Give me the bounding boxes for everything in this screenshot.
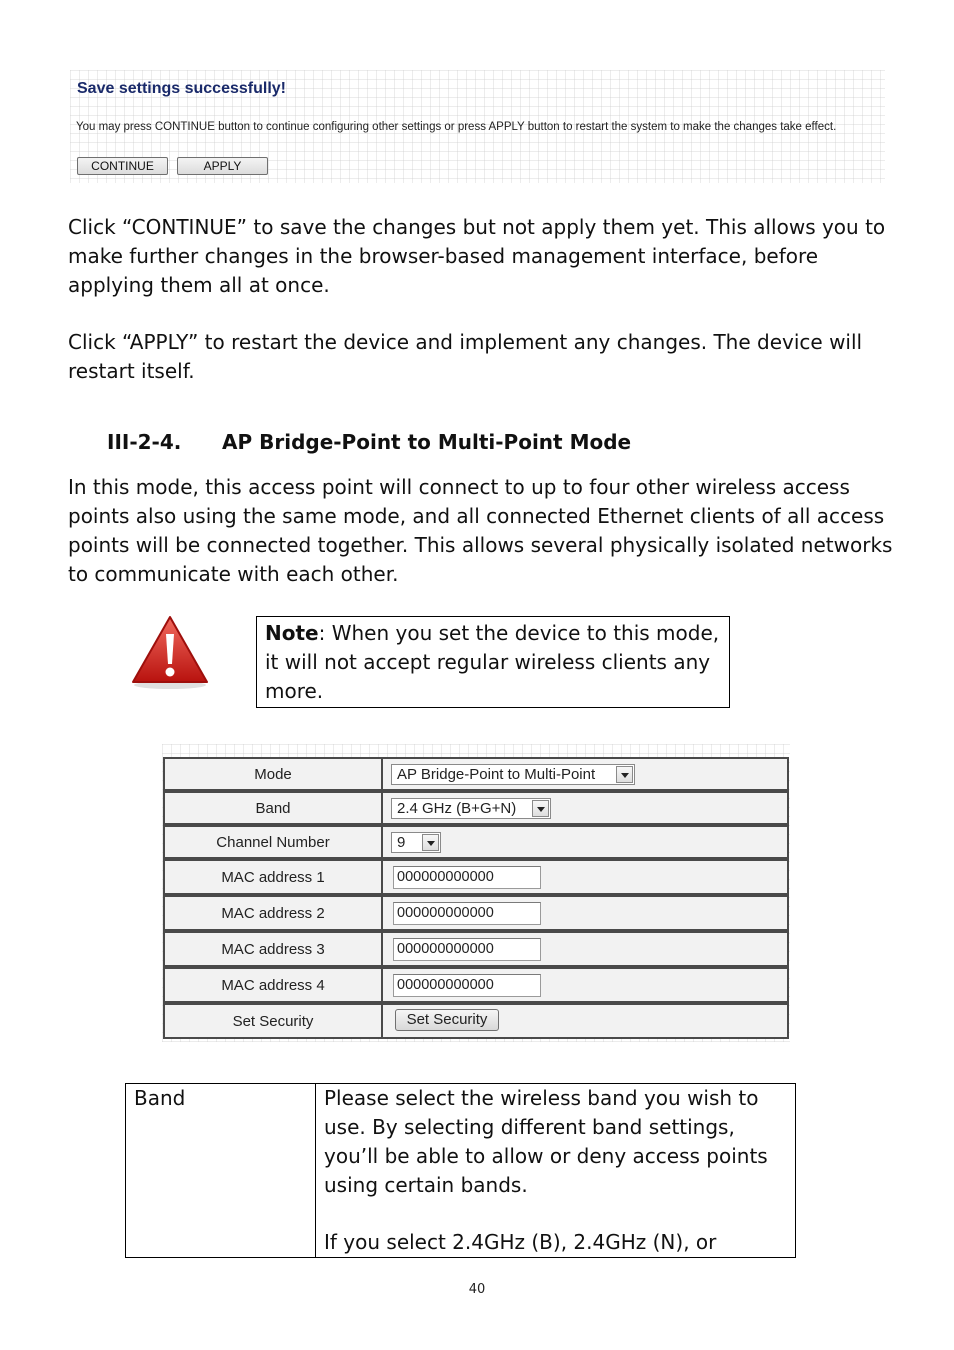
form-row-band bbox=[163, 791, 789, 825]
band-select-value: 2.4 GHz (B+G+N) bbox=[397, 800, 517, 817]
page-number: 40 bbox=[468, 1282, 486, 1297]
band-label: Band bbox=[165, 793, 383, 823]
chevron-down-icon bbox=[616, 766, 633, 783]
desc-term: Band bbox=[126, 1084, 316, 1257]
save-message: You may press CONTINUE button to continue configuring other settings or press APPLY button to restart the system to make the changes take effect. bbox=[76, 121, 837, 133]
note-box bbox=[256, 616, 730, 708]
continue-button[interactable]: CONTINUE bbox=[77, 157, 168, 175]
section-number: III-2-4. bbox=[107, 430, 182, 454]
mac1-label: MAC address 1 bbox=[165, 861, 383, 893]
form-row-mode bbox=[163, 757, 789, 791]
form-row-mac2 bbox=[163, 895, 789, 931]
mac3-label: MAC address 3 bbox=[165, 933, 383, 965]
apply-paragraph: Click “APPLY” to restart the device and implement any changes. The device will restart itself. bbox=[68, 330, 863, 383]
mode-label: Mode bbox=[165, 759, 383, 789]
channel-label: Channel Number bbox=[165, 827, 383, 857]
form-row-mac3 bbox=[163, 931, 789, 967]
mac4-input[interactable]: 000000000000 bbox=[393, 974, 541, 997]
apply-button[interactable]: APPLY bbox=[177, 157, 268, 175]
mac4-label: MAC address 4 bbox=[165, 969, 383, 1001]
channel-select[interactable] bbox=[391, 832, 441, 853]
note-text: : When you set the device to this mode, it will not accept regular wireless clients any more. bbox=[265, 621, 720, 703]
desc-text-2: If you select 2.4GHz (B), 2.4GHz (N), or bbox=[324, 1230, 717, 1254]
form-row-mac4 bbox=[163, 967, 789, 1003]
save-settings-panel bbox=[70, 70, 885, 183]
set-security-button[interactable]: Set Security bbox=[395, 1009, 499, 1031]
bridge-settings-form bbox=[162, 744, 790, 1042]
form-row-mac1 bbox=[163, 859, 789, 895]
desc-text-1: Please select the wireless band you wish to use. By selecting different band settings, you’ll be able to allow or deny access points using certain bands. bbox=[324, 1086, 768, 1197]
desc-definition bbox=[316, 1084, 795, 1257]
mac2-label: MAC address 2 bbox=[165, 897, 383, 929]
mac2-input[interactable]: 000000000000 bbox=[393, 902, 541, 925]
band-select[interactable] bbox=[391, 798, 551, 819]
chevron-down-icon bbox=[422, 834, 439, 851]
form-row-security bbox=[163, 1003, 789, 1039]
mac3-input[interactable]: 000000000000 bbox=[393, 938, 541, 961]
warning-icon bbox=[130, 614, 210, 690]
security-label: Set Security bbox=[165, 1005, 383, 1037]
channel-select-value: 9 bbox=[397, 834, 406, 851]
section-title: AP Bridge-Point to Multi-Point Mode bbox=[222, 430, 632, 454]
continue-paragraph: Click “CONTINUE” to save the changes but not apply them yet. This allows you to make further changes in the browser-based management interface, before applying them all at once. bbox=[68, 215, 886, 297]
chevron-down-icon bbox=[532, 800, 549, 817]
section-heading bbox=[107, 430, 631, 454]
note-label: Note bbox=[265, 621, 319, 645]
save-title: Save settings successfully! bbox=[77, 80, 286, 97]
form-row-channel bbox=[163, 825, 789, 859]
mode-intro-paragraph: In this mode, this access point will connect to up to four other wireless access points also using the same mode, and all connected Ethernet clients of all access points will be connected together. This allows several physically isolated networks to communicate with each other. bbox=[68, 475, 893, 586]
mode-select[interactable] bbox=[391, 764, 635, 785]
mac1-input[interactable]: 000000000000 bbox=[393, 866, 541, 889]
description-table bbox=[125, 1083, 796, 1258]
mode-select-value: AP Bridge-Point to Multi-Point bbox=[397, 766, 596, 783]
